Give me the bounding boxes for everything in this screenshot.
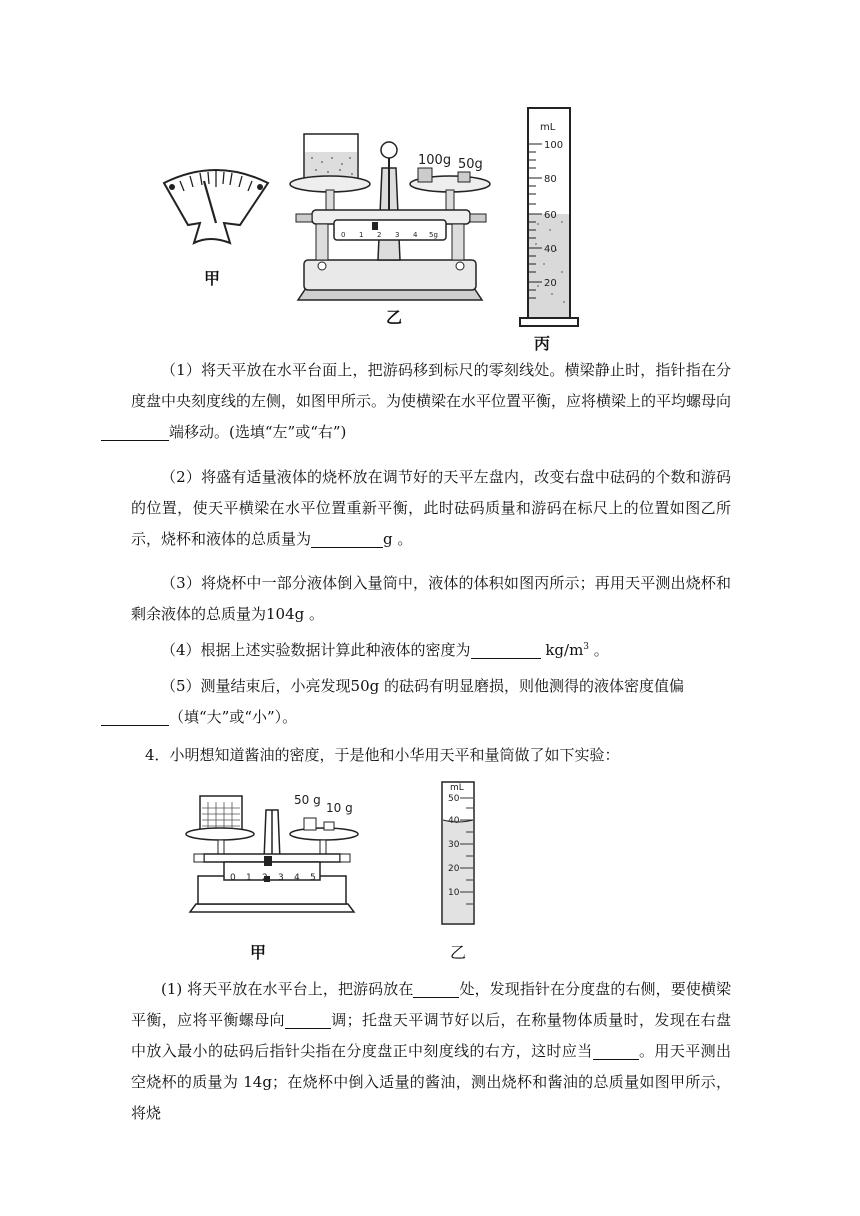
answer-blank[interactable]	[285, 1010, 331, 1029]
answer-blank[interactable]	[593, 1041, 639, 1060]
answer-blank[interactable]	[101, 422, 169, 441]
answer-blank[interactable]	[311, 529, 383, 548]
scale-tick: 4	[294, 873, 300, 883]
cylinder-tick: 30	[448, 840, 460, 850]
scale-tick: 1	[359, 231, 364, 239]
cylinder-figure-bing	[516, 104, 580, 330]
figure-label-bing: 丙	[534, 334, 551, 353]
q3-part5: （5）测量结束后，小亮发现50g 的砝码有明显磨损，则他测得的液体密度值偏 （填“大”或“小”）。	[131, 671, 731, 733]
cylinder-tick: 40	[448, 816, 460, 826]
weight-label-50g: 50g	[458, 157, 483, 172]
cylinder-tick: 40	[544, 244, 557, 255]
cylinder-figure-q4-yi	[436, 778, 488, 928]
balance-figure-yi	[286, 128, 496, 304]
cylinder-tick: 20	[448, 864, 460, 874]
cylinder-tick: 10	[448, 888, 460, 898]
cylinder-tick: 60	[544, 210, 557, 221]
q4-intro: 4．小明想知道酱油的密度，于是他和小华用天平和量筒做了如下实验：	[145, 746, 620, 764]
scale-tick: 4	[413, 231, 418, 239]
q3-part1: （1）将天平放在水平台面上，把游码移到标尺的零刻线处。横梁静止时，指针指在分度盘中央刻度线的左侧，如图甲所示。为使横梁在水平位置平衡，应将横梁上的平均螺母向 端移动。(选填“左”或“右”)	[131, 355, 731, 448]
scale-tick: 3	[395, 231, 400, 239]
scale-tick: 2	[377, 231, 382, 239]
scale-tick: 5	[310, 873, 316, 883]
cylinder-unit: mL	[540, 122, 556, 133]
figure-label-yi: 乙	[386, 308, 403, 327]
answer-blank[interactable]	[413, 979, 459, 998]
cylinder-tick: 100	[544, 140, 564, 151]
q3-part3: （3）将烧杯中一部分液体倒入量筒中，液体的体积如图丙所示；再用天平测出烧杯和剩余液体的总质量为104g 。	[131, 574, 731, 623]
scale-tick: 2	[262, 873, 268, 883]
dial-figure-jia	[160, 165, 272, 245]
figure-label-q4-yi: 乙	[450, 943, 467, 962]
answer-blank[interactable]	[101, 707, 169, 726]
scale-tick: 1	[246, 873, 252, 883]
q3-part4: （4）根据上述实验数据计算此种液体的密度为 $kg/m^3$ 。	[161, 641, 609, 659]
weight-label-50g: 50 g	[294, 793, 321, 807]
scale-tick: 5g	[429, 231, 438, 239]
scale-tick: 3	[278, 873, 284, 883]
cylinder-tick: 80	[544, 174, 557, 185]
figure-label-jia: 甲	[204, 269, 221, 288]
weight-label-10g: 10 g	[326, 801, 353, 815]
balance-figure-q4-jia	[184, 788, 360, 914]
q3-part2: （2）将盛有适量液体的烧杯放在调节好的天平左盘内，改变右盘中砝码的个数和游码的位置，使天平横梁在水平位置重新平衡，此时砝码质量和游码在标尺上的位置如图乙所示，烧杯和液体的总质量为 g 。	[131, 468, 731, 548]
answer-blank[interactable]	[471, 640, 541, 659]
q4-part1: (1) 将天平放在水平台上，把游码放在 处，发现指针在分度盘的右侧，要使横梁平衡，应将平衡螺母向 调；托盘天平调节好以后，在称量物体质量时，发现在右盘中放入最小的砝码后指针尖指在分度盘正中刻度线的右方，这时应当 。用天平测出空烧杯的质量为 14g；在烧杯中倒入适量的酱油，测出烧杯和酱油的总质量如图甲所示，将烧	[131, 980, 731, 1122]
cylinder-unit: mL	[450, 783, 464, 793]
weight-label-100g: 100g	[418, 153, 452, 168]
scale-tick: 0	[341, 231, 346, 239]
scale-tick: 0	[230, 873, 236, 883]
figure-label-q4-jia: 甲	[250, 943, 267, 962]
cylinder-tick: 20	[544, 278, 557, 289]
cylinder-tick: 50	[448, 794, 460, 804]
